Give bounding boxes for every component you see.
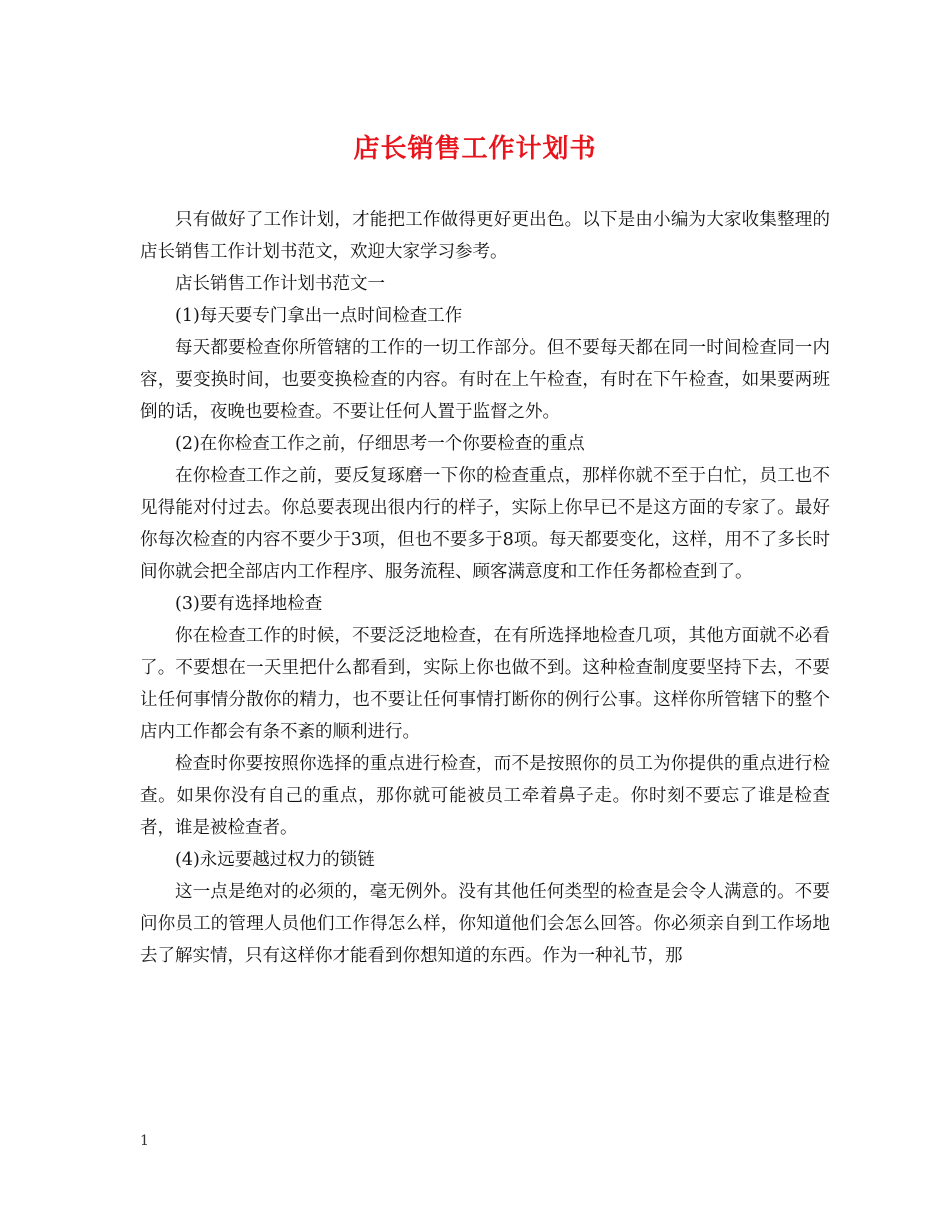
- paragraph-intro: 只有做好了工作计划，才能把工作做得更好更出色。以下是由小编为大家收集整理的店长销售工作计划书范文，欢迎大家学习参考。: [140, 210, 830, 262]
- page-number: 1: [140, 1133, 149, 1149]
- paragraph-item-1-body: 每天都要检查你所管辖的工作的一切工作部分。但不要每天都在同一时间检查同一内容，要变换时间，也要变换检查的内容。有时在上午检查，有时在下午检查，如果要两班倒的话，夜晚也要检查。不要让任何人置于监督之外。: [140, 338, 830, 422]
- paragraph-item-3-body-2: 检查时你要按照你选择的重点进行检查，而不是按照你的员工为你提供的重点进行检查。如果你没有自己的重点，那你就可能被员工牵着鼻子走。你时刻不要忘了谁是检查者，谁是被检查者。: [140, 754, 830, 838]
- paragraph-item-3-heading: (3)要有选择地检查: [175, 594, 323, 614]
- paragraph-item-3-body: 你在检查工作的时候，不要泛泛地检查，在有所选择地检查几项，其他方面就不必看了。不要想在一天里把什么都看到，实际上你也做不到。这种检查制度要坚持下去，不要让任何事情分散你的精力，也不要让任何事情打断你的例行公事。这样你所管辖下的整个店内工作都会有条不紊的顺利进行。: [140, 626, 830, 742]
- document-title: 店长销售工作计划书: [353, 134, 597, 164]
- paragraph-item-4-heading: (4)永远要越过权力的锁链: [175, 850, 375, 870]
- paragraph-item-2-heading: (2)在你检查工作之前，仔细思考一个你要检查的重点: [175, 434, 585, 454]
- paragraph-section-heading: 店长销售工作计划书范文一: [175, 274, 385, 294]
- document-body: [140, 204, 830, 972]
- paragraph-item-4-body: 这一点是绝对的必须的，毫无例外。没有其他任何类型的检查是会令人满意的。不要问你员工的管理人员他们工作得怎么样，你知道他们会怎么回答。你必须亲自到工作场地去了解实情，只有这样你才能看到你想知道的东西。作为一种礼节，那: [140, 882, 830, 966]
- paragraph-item-2-body: 在你检查工作之前，要反复琢磨一下你的检查重点，那样你就不至于白忙，员工也不见得能对付过去。你总要表现出很内行的样子，实际上你早已不是这方面的专家了。最好你每次检查的内容不要少于3项，但也不要多于8项。每天都要变化，这样，用不了多长时间你就会把全部店内工作程序、服务流程、顾客满意度和工作任务都检查到了。: [140, 466, 830, 582]
- paragraph-item-1-heading: (1)每天要专门拿出一点时间检查工作: [175, 306, 463, 326]
